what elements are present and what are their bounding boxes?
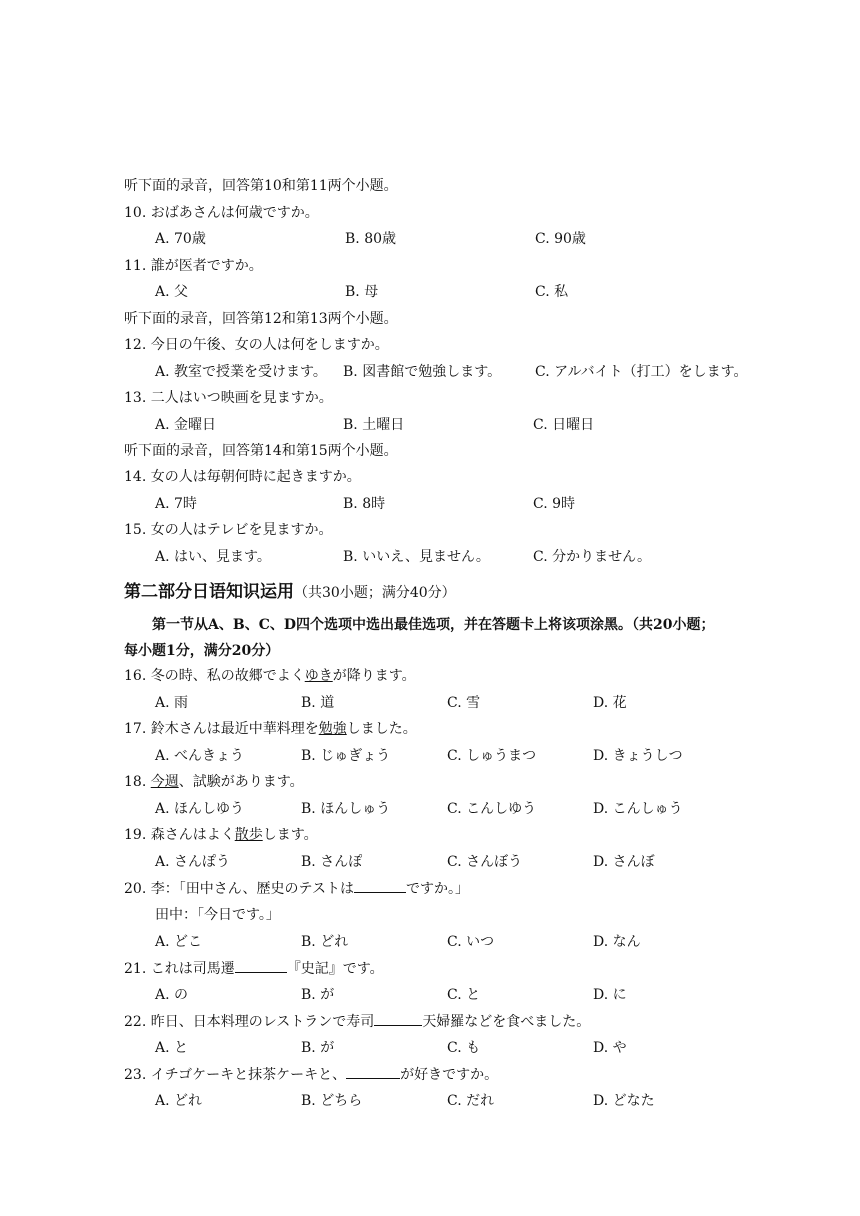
option-a: A. さんぽう: [155, 854, 231, 870]
question-number: 16.: [124, 668, 147, 684]
section-title-main: 第二部分日语知识运用: [124, 582, 294, 602]
option-d: D. 花: [593, 695, 627, 711]
option-c: C. 90歳: [535, 231, 586, 247]
instructions-line-2: 每小题1分，满分20分）: [124, 643, 280, 659]
option-d: D. さんぼ: [593, 854, 655, 870]
option-a: A. 教室で授業を受けます。: [155, 364, 327, 380]
question-text: 二人はいつ映画を見ますか。: [150, 390, 333, 406]
question-number: 23.: [124, 1067, 147, 1083]
option-c: C. と: [447, 987, 481, 1003]
option-c: C. 日曜日: [533, 417, 595, 433]
question-text: 今日の午後、女の人は何をしますか。: [150, 337, 389, 353]
question-23: [124, 1064, 498, 1084]
question-14: [124, 467, 361, 487]
option-a: A. 金曜日: [155, 417, 217, 433]
question-11: [124, 256, 263, 276]
question-text: 女の人は毎朝何時に起きますか。: [150, 469, 361, 485]
question-text: おばあさんは何歳ですか。: [150, 205, 319, 221]
underlined-word: 今週: [150, 774, 179, 790]
option-a: A. はい、見ます。: [155, 549, 271, 565]
option-a: A. どこ: [155, 934, 203, 950]
section-title: [124, 580, 456, 605]
question-number: 13.: [124, 390, 147, 406]
option-c: C. 9時: [533, 496, 576, 512]
question-number: 22.: [124, 1014, 147, 1030]
question-text-post: 、試験があります。: [178, 774, 304, 790]
question-22: [124, 1011, 590, 1031]
underlined-word: ゆき: [304, 668, 333, 684]
question-text-pre: イチゴケーキと抹茶ケーキと、: [150, 1067, 347, 1083]
option-a: A. と: [155, 1040, 189, 1056]
option-a: A. 7時: [155, 496, 197, 512]
option-a: A. べんきょう: [155, 748, 245, 764]
question-18: [124, 772, 304, 792]
section-title-sub: （共30小题；满分40分）: [294, 585, 456, 601]
answer-blank: [354, 878, 406, 893]
question-number: 20.: [124, 881, 147, 897]
option-c: C. も: [447, 1040, 481, 1056]
option-b: B. じゅぎょう: [301, 748, 391, 764]
question-20: [124, 878, 469, 898]
question-13: [124, 388, 333, 408]
option-a: A. どれ: [155, 1093, 203, 1109]
option-d: D. こんしゅう: [593, 801, 683, 817]
option-b: B. 80歳: [345, 231, 397, 247]
option-b: B. どちら: [301, 1093, 363, 1109]
option-c: C. 分かりません。: [533, 549, 651, 565]
question-text-post: しました。: [346, 721, 417, 737]
option-b: B. どれ: [301, 934, 349, 950]
option-b: B. が: [301, 987, 335, 1003]
question-text-pre: 鈴木さんは最近中華料理を: [150, 721, 319, 737]
listening-group-intro: 听下面的录音，回答第14和第15两个小题。: [124, 443, 398, 459]
answer-blank: [235, 958, 287, 973]
question-12: [124, 335, 389, 355]
question-number: 14.: [124, 469, 147, 485]
option-d: D. や: [593, 1040, 627, 1056]
question-number: 11.: [124, 258, 147, 274]
option-a: A. ほんしゆう: [155, 801, 245, 817]
option-a: A. 雨: [155, 695, 189, 711]
option-b: B. いいえ、見ません。: [343, 549, 490, 565]
answer-blank: [374, 1011, 422, 1026]
option-b: B. 道: [301, 695, 335, 711]
option-b: B. 母: [345, 284, 379, 300]
question-15: [124, 520, 332, 540]
listening-group-intro: 听下面的录音，回答第10和第11两个小题。: [124, 178, 398, 194]
question-number: 15.: [124, 522, 147, 538]
option-c: C. さんぼう: [447, 854, 523, 870]
option-c: C. こんしゆう: [447, 801, 537, 817]
option-b: B. 土曜日: [343, 417, 405, 433]
option-d: D. きょうしつ: [593, 748, 683, 764]
question-20-line-2: 田中：「今日です。」: [155, 907, 280, 923]
section-instructions: [124, 612, 744, 664]
question-17: [124, 719, 417, 739]
option-c: C. 私: [535, 284, 569, 300]
question-number: 19.: [124, 827, 147, 843]
option-d: D. どなた: [593, 1093, 655, 1109]
question-16: [124, 666, 416, 686]
option-b: B. 図書館で勉強します。: [343, 364, 502, 380]
option-a: A. 父: [155, 284, 189, 300]
option-b: B. さんぽ: [301, 854, 363, 870]
question-text-post: ですか。」: [406, 881, 469, 897]
question-text-pre: 森さんはよく: [150, 827, 235, 843]
question-text-pre: 冬の時、私の故郷でよく: [150, 668, 305, 684]
option-d: D. なん: [593, 934, 641, 950]
question-text-pre: これは司馬遷: [150, 961, 235, 977]
question-number: 18.: [124, 774, 147, 790]
question-21: [124, 958, 384, 978]
option-b: B. ほんしゅう: [301, 801, 391, 817]
answer-blank: [346, 1064, 400, 1079]
question-text-post: 天婦羅などを食べました。: [422, 1014, 591, 1030]
question-text-pre: 李：「田中さん、歴史のテストは: [150, 881, 354, 897]
instructions-line-1: 第一节从A、B、C、D四个选项中选出最佳选项，并在答题卡上将该项涂黑。（共20小题；: [152, 617, 715, 633]
listening-group-intro: 听下面的录音，回答第12和第13两个小题。: [124, 311, 398, 327]
option-d: D. に: [593, 987, 627, 1003]
option-c: C. だれ: [447, 1093, 495, 1109]
question-text-post: 『史記』です。: [286, 961, 384, 977]
option-c: C. しゅうまつ: [447, 748, 537, 764]
question-19: [124, 825, 318, 845]
option-c: C. いつ: [447, 934, 495, 950]
underlined-word: 散歩: [234, 827, 263, 843]
option-a: A. 70歳: [155, 231, 206, 247]
question-text-post: が好きですか。: [400, 1067, 499, 1083]
question-text-post: が降ります。: [332, 668, 416, 684]
question-number: 21.: [124, 961, 147, 977]
option-c: C. アルバイト（打工）をします。: [535, 364, 748, 380]
question-number: 10.: [124, 205, 147, 221]
question-text: 女の人はテレビを見ますか。: [150, 522, 333, 538]
question-10: [124, 203, 319, 223]
option-b: B. 8時: [343, 496, 386, 512]
underlined-word: 勉強: [318, 721, 347, 737]
question-text: 誰が医者ですか。: [150, 258, 263, 274]
option-a: A. の: [155, 987, 189, 1003]
question-number: 12.: [124, 337, 147, 353]
option-c: C. 雪: [447, 695, 481, 711]
question-number: 17.: [124, 721, 147, 737]
question-text-post: します。: [262, 827, 318, 843]
option-b: B. が: [301, 1040, 335, 1056]
question-text-pre: 昨日、日本料理のレストランで寿司: [150, 1014, 375, 1030]
